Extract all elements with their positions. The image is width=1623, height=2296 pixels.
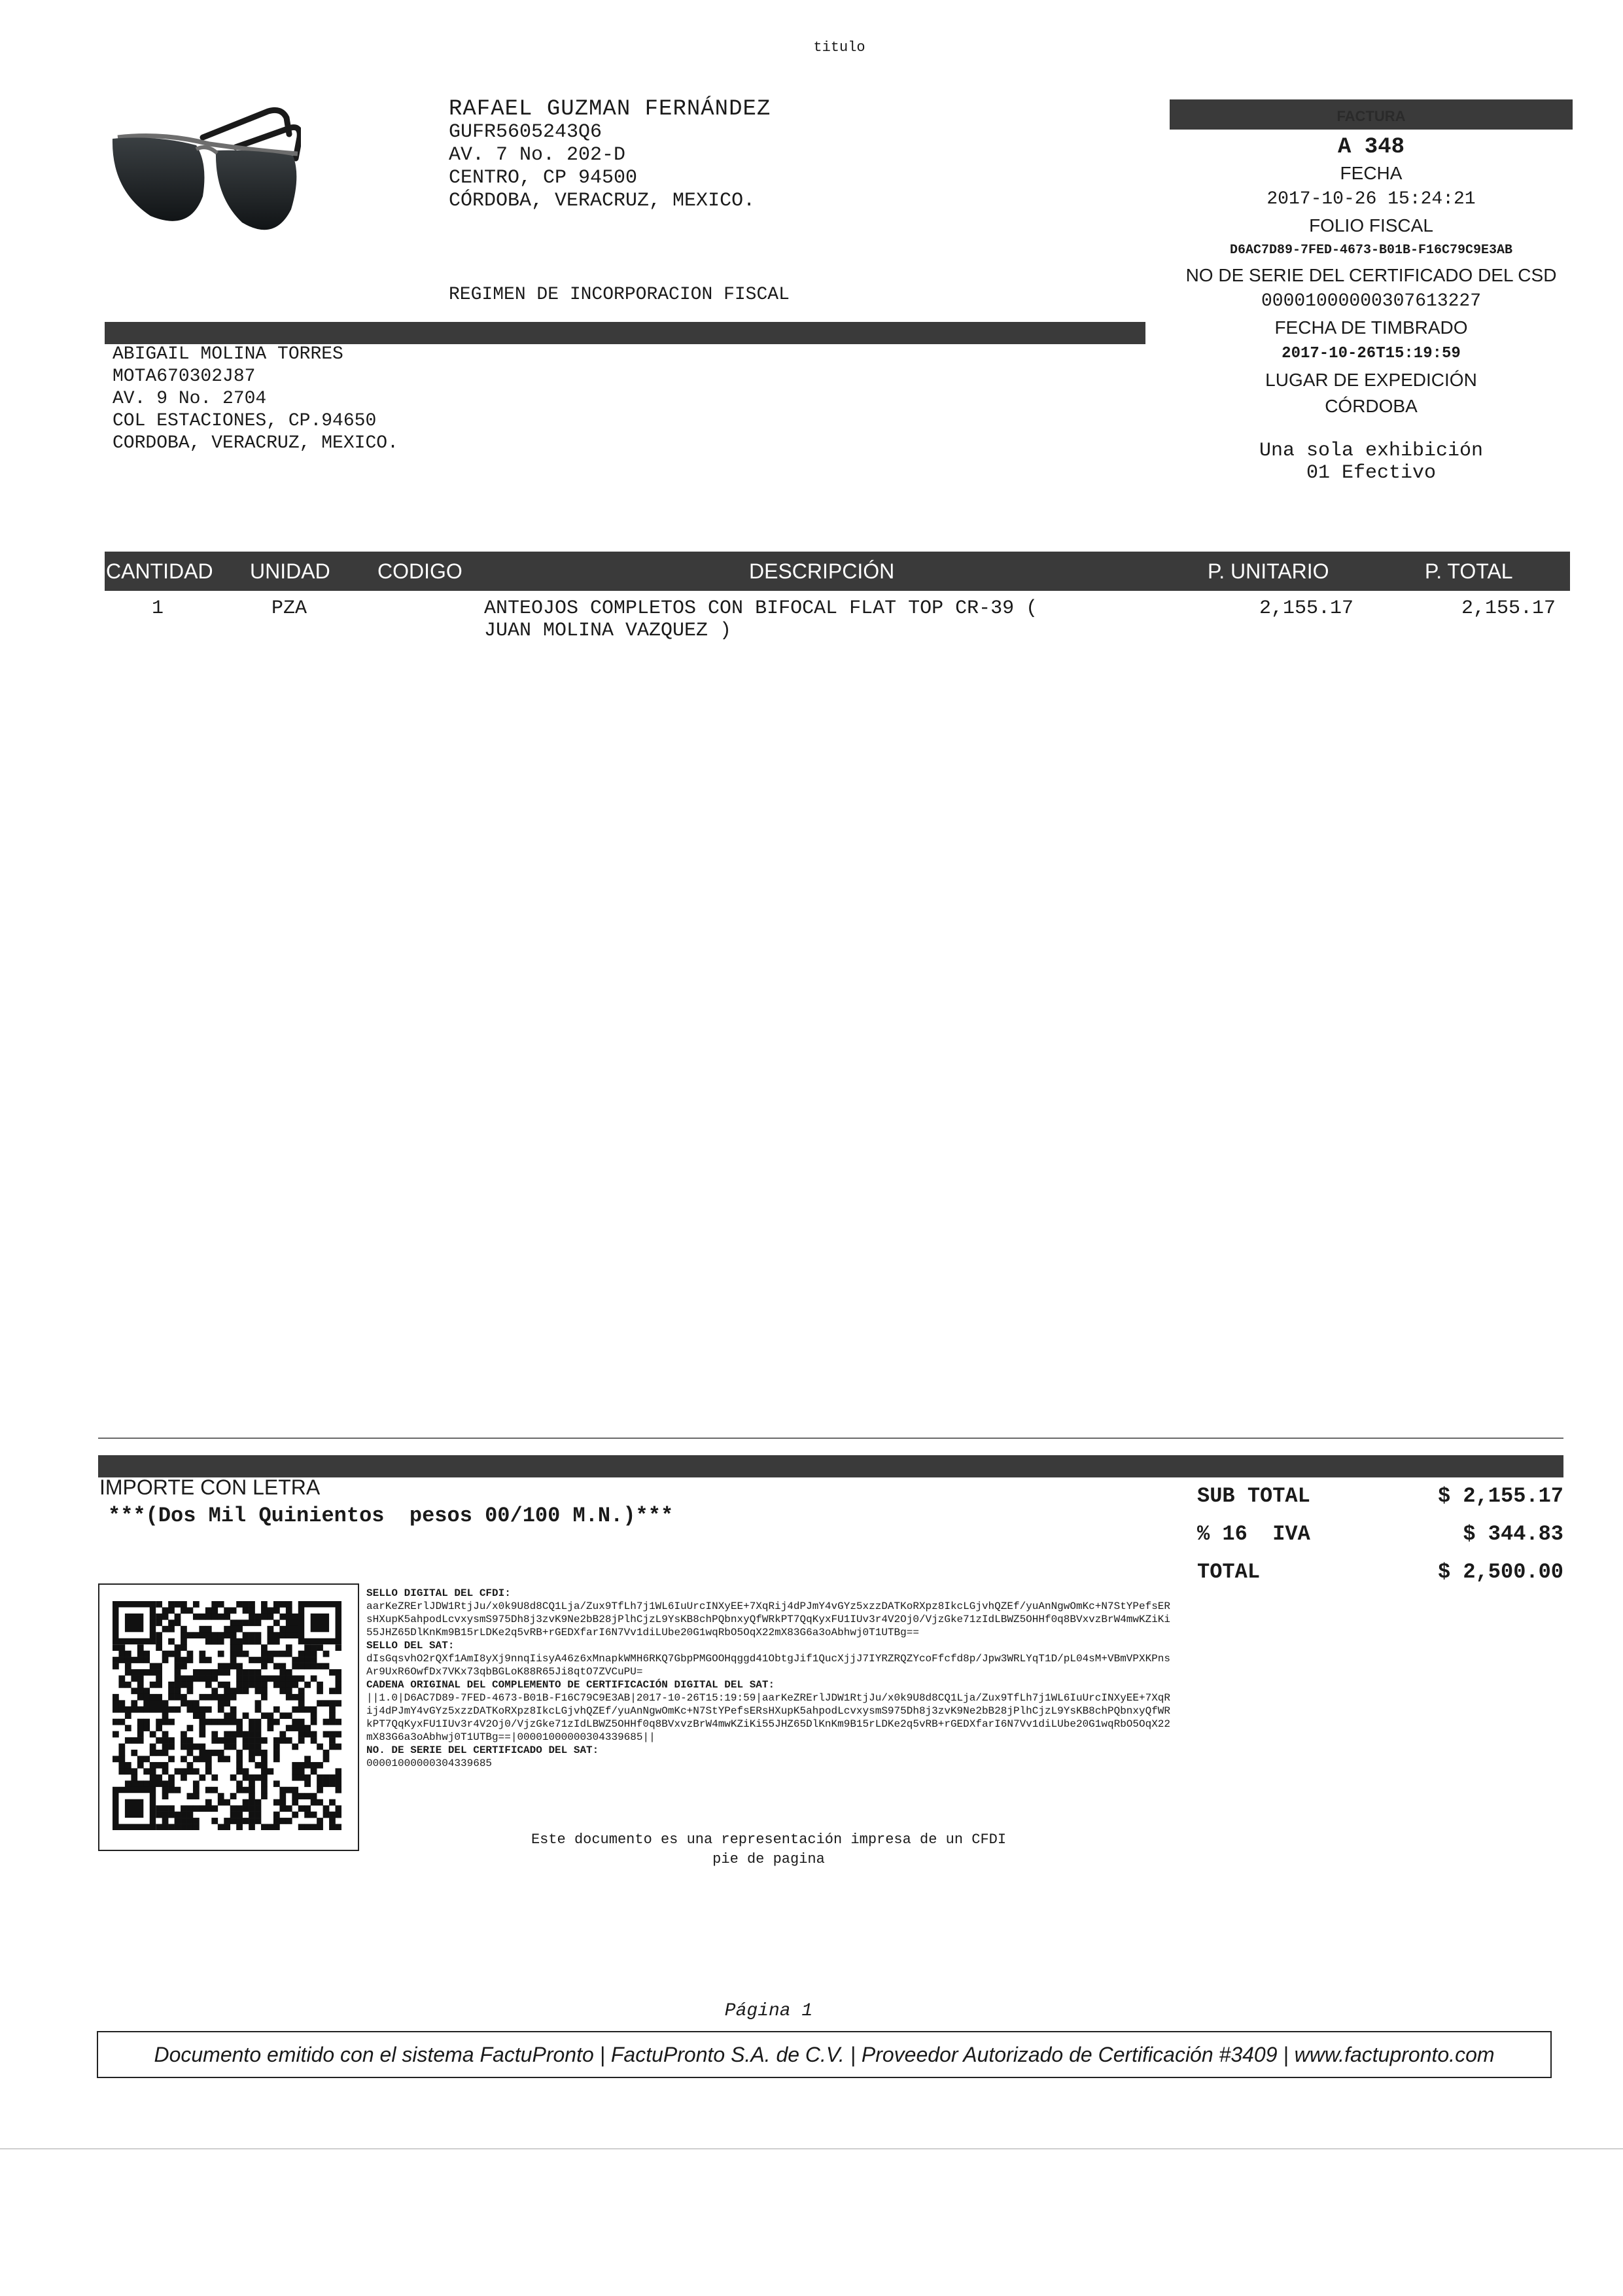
receiver-address-1: AV. 9 No. 2704 xyxy=(113,389,267,409)
subtotal-label: SUB TOTAL xyxy=(1197,1484,1310,1508)
sello-sat: dIsGqsvhO2rQXf1AmI8yXj9nnqIisyA46z6xMnapkWMH6RKQ7GbpPMGOOHqggd41ObtgJif1QucXjjJ7IYRZRQZYcoFfcfd8p/Jpw3WRLYqT1D/pL04sM+VBmVPXKPnsAr9UxR6OwfDx7VKx73qbBGLoK88R65Ji8qtO7ZVCuPU= xyxy=(366,1653,1170,1678)
items-table-header xyxy=(105,552,1570,591)
document-title: titulo xyxy=(813,39,865,56)
qr-code-icon xyxy=(113,1601,341,1830)
issuer-address-1: AV. 7 No. 202-D xyxy=(449,144,626,166)
footer-divider-bar xyxy=(98,1455,1563,1477)
invoice-folio-label: FOLIO FISCAL xyxy=(1309,215,1433,236)
header-divider-bar xyxy=(105,322,1145,344)
column-header-codigo: CODIGO xyxy=(377,559,462,583)
iva-value: $ 344.83 xyxy=(1463,1522,1563,1546)
cfdi-note-text: Este documento es una representación impresa de un CFDI xyxy=(531,1831,1007,1848)
invoice-csd: 00001000000307613227 xyxy=(1261,291,1482,311)
digital-seals xyxy=(366,1587,1171,1770)
receiver-address-2: COL ESTACIONES, CP.94650 xyxy=(113,411,377,431)
items-table-body xyxy=(105,592,1570,651)
column-header-unitario: P. UNITARIO xyxy=(1208,559,1329,583)
payment-form: 01 Efectivo xyxy=(1306,462,1437,484)
page-number: Página 1 xyxy=(724,2001,813,2021)
total-value: $ 2,500.00 xyxy=(1437,1560,1563,1584)
system-footer-text: Documento emitido con el sistema FactuPronto | FactuPronto S.A. de C.V. | Proveedor Autorizado de Certificación #3409 | www.factupronto.com xyxy=(154,2043,1495,2066)
invoice-lugar: CÓRDOBA xyxy=(1325,396,1418,416)
invoice-timbrado-label: FECHA DE TIMBRADO xyxy=(1274,317,1468,338)
issuer-regimen: REGIMEN DE INCORPORACION FISCAL xyxy=(449,285,790,305)
payment-block xyxy=(1170,440,1573,484)
issuer-block xyxy=(449,98,771,213)
iva-label: % 16 IVA xyxy=(1197,1522,1310,1546)
qr-code-frame xyxy=(98,1583,359,1851)
invoice-folio: D6AC7D89-7FED-4673-B01B-F16C79C9E3AB xyxy=(1229,243,1513,258)
totals-block xyxy=(1197,1484,1563,1598)
invoice-type-label: FACTURA xyxy=(1170,99,1573,130)
column-header-total: P. TOTAL xyxy=(1425,559,1513,583)
receiver-address-3: CORDOBA, VERACRUZ, MEXICO. xyxy=(113,433,398,453)
footer-thin-rule xyxy=(98,1438,1563,1439)
column-header-descripcion: DESCRIPCIÓN xyxy=(749,559,895,583)
scan-bottom-rule xyxy=(0,2148,1623,2149)
row-descripcion: ANTEOJOS COMPLETOS CON BIFOCAL FLAT TOP CR-39 ( JUAN MOLINA VAZQUEZ ) xyxy=(484,597,1038,642)
row-cantidad: 1 xyxy=(152,597,164,620)
issuer-address-2: CENTRO, CP 94500 xyxy=(449,167,638,189)
total-label: TOTAL xyxy=(1197,1560,1261,1584)
invoice-csd-label: NO DE SERIE DEL CERTIFICADO DEL CSD xyxy=(1185,265,1557,285)
row-total: 2,155.17 xyxy=(1461,597,1556,620)
invoice-timbrado: 2017-10-26T15:19:59 xyxy=(1282,345,1461,362)
subtotal-value: $ 2,155.17 xyxy=(1437,1484,1563,1508)
page-footer-note: pie de pagina xyxy=(712,1851,825,1867)
invoice-series-number: A 348 xyxy=(1337,135,1405,160)
cadena-original-label: CADENA ORIGINAL DEL COMPLEMENTO DE CERTIFICACIÓN DIGITAL DEL SAT: xyxy=(366,1679,775,1691)
system-footer-box xyxy=(97,2031,1552,2078)
iva-row xyxy=(1197,1522,1563,1560)
cfdi-note xyxy=(366,1830,1171,1869)
issuer-address-3: CÓRDOBA, VERACRUZ, MEXICO. xyxy=(449,190,756,212)
sello-cfdi-label: SELLO DIGITAL DEL CFDI: xyxy=(366,1587,511,1599)
receiver-name: ABIGAIL MOLINA TORRES xyxy=(113,344,343,364)
invoice-fecha-label: FECHA xyxy=(1340,163,1403,183)
receiver-rfc: MOTA670302J87 xyxy=(113,366,256,387)
table-row xyxy=(105,592,1570,651)
cert-sat: 00001000000304339685 xyxy=(366,1757,493,1769)
sello-sat-label: SELLO DEL SAT: xyxy=(366,1640,455,1651)
column-header-cantidad: CANTIDAD xyxy=(106,559,213,583)
importe-text: ***(Dos Mil Quinientos pesos 00/100 M.N.)*** xyxy=(108,1504,674,1528)
total-row xyxy=(1197,1560,1563,1598)
importe-label: IMPORTE CON LETRA xyxy=(99,1475,321,1499)
cert-sat-label: NO. DE SERIE DEL CERTIFICADO DEL SAT: xyxy=(366,1744,599,1756)
column-header-unidad: UNIDAD xyxy=(250,559,330,583)
subtotal-row xyxy=(1197,1484,1563,1522)
cadena-original: ||1.0|D6AC7D89-7FED-4673-B01B-F16C79C9E3AB|2017-10-26T15:19:59|aarKeZRErlJDW1RtjJu/x0k9U8d8CQ1Lja/Zux9TfLh7j1WL6IuUrcINXyEE+7XqRij4dPJmY4vGYz5xzzDATKoRXpz8IkcLGjvhQZEf/yuAnNgwOmKc+N7StYPefsERsHXupK5ahpodLcvxysmS975Dh8j3zvK9Ne2bB28jPlhCjzL9YsKB8chPQbnxyQfWRkPT7QqKyxFU1IUv3r4V2Oj0/VjzGke71zIdLBWZ5OHHf0q8BVxvzBrW4mwKZiKi55JHZ65DlKnKm9B15rLDKe2q5vRB+rGEDXfarI6N7Vv1diLUbe20G1wqRbO5OqX22mX83G6a3oAbhwj0T1UTBg==|00001000000304339685|| xyxy=(366,1692,1170,1743)
issuer-name: RAFAEL GUZMAN FERNÁNDEZ xyxy=(449,97,771,122)
sello-cfdi: aarKeZRErlJDW1RtjJu/x0k9U8d8CQ1Lja/Zux9TfLh7j1WL6IuUrcINXyEE+7XqRij4dPJmY4vGYz5xzzDATKoRXpz8IkcLGjvhQZEf/yuAnNgwOmKc+N7StYPefsERsHXupK5ahpodLcvxysmS975Dh8j3zvK9Ne2bB28jPlhCjzL9YsKB8chPQbnxyQfWRkPT7QqKyxFU1IUv3r4V2Oj0/VjzGke71zIdLBWZ5OHHf0q8BVxvzBrW4mwKZiKi55JHZ65DlKnKm9B15rLDKe2q5vRB+rGEDXfarI6N7Vv1diLUbe20G1wqRbO5OqX22mX83G6a3oAbhwj0T1UTBg== xyxy=(366,1600,1170,1638)
invoice-panel xyxy=(1170,134,1573,419)
row-unitario: 2,155.17 xyxy=(1259,597,1354,620)
payment-method: Una sola exhibición xyxy=(1259,440,1484,462)
receiver-block xyxy=(113,344,398,455)
sunglasses-icon xyxy=(105,98,301,294)
issuer-rfc: GUFR5605243Q6 xyxy=(449,121,602,143)
row-unidad: PZA xyxy=(271,597,307,620)
invoice-fecha: 2017-10-26 15:24:21 xyxy=(1266,189,1476,209)
invoice-lugar-label: LUGAR DE EXPEDICIÓN xyxy=(1265,370,1477,390)
